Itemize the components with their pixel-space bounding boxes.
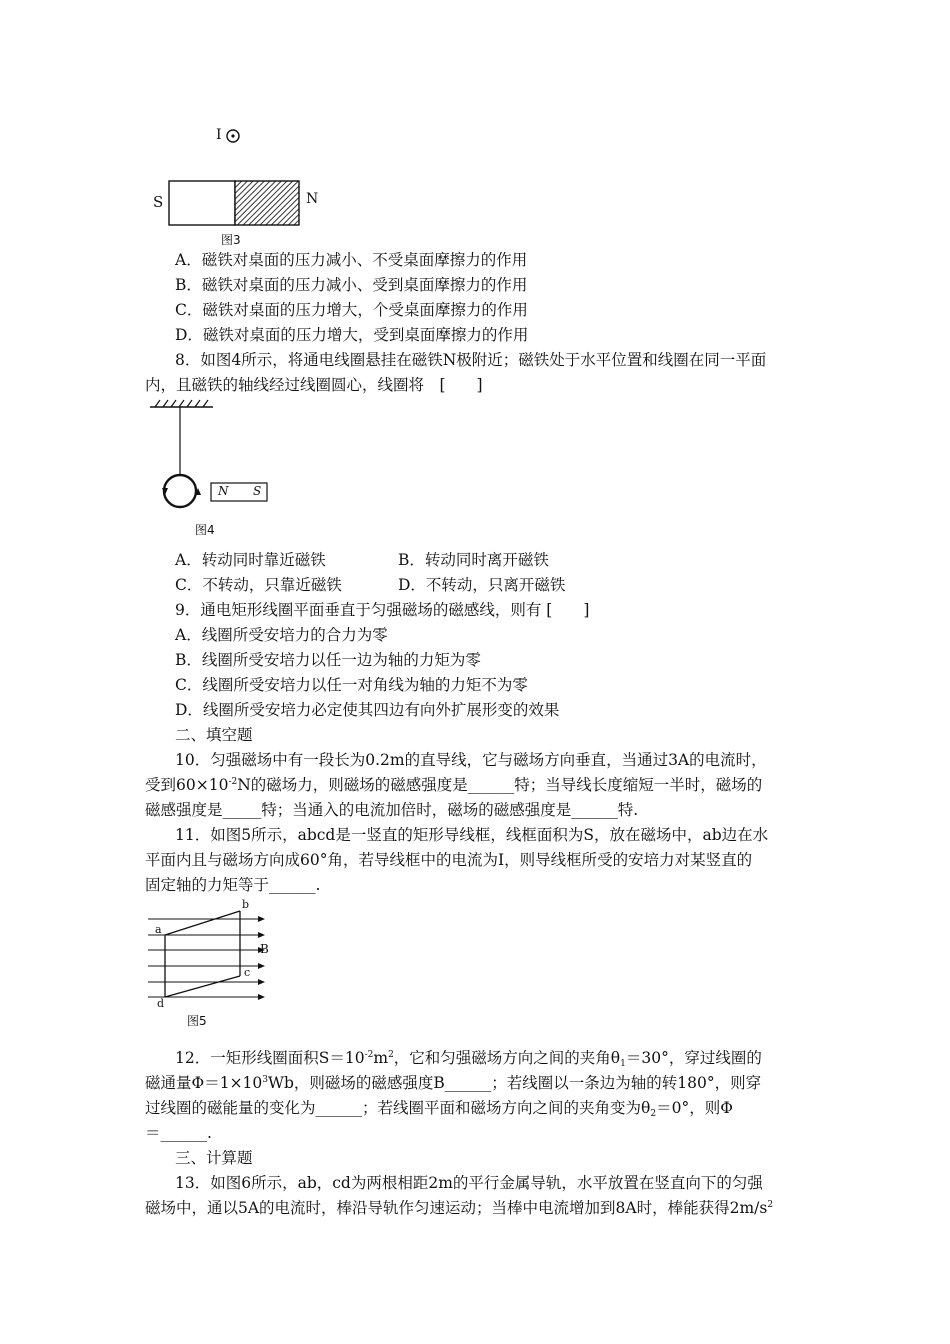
q9-option-c: C．线圈所受安培力以任一对角线为轴的力矩不为零 xyxy=(175,676,528,694)
q9-stem: 9．通电矩形线圈平面垂直于匀强磁场的磁感线，则有 [ ] xyxy=(175,601,590,619)
q12-theta-subscript-1: 1 xyxy=(620,1059,626,1069)
q12-unit-exponent: 2 xyxy=(388,1050,394,1060)
current-label: I xyxy=(216,127,222,143)
q9-option-d: D．线圈所受安培力必定使其四边有向外扩展形变的效果 xyxy=(175,701,560,719)
q11-line-3: 固定轴的力矩等于______. xyxy=(145,876,321,894)
q13-unit-exponent: 2 xyxy=(767,1200,774,1210)
magnet-pole-n-label: N xyxy=(306,191,319,207)
q10-line-2-text-a: 受到60×10 xyxy=(145,776,229,794)
q10-line-2 xyxy=(145,773,810,797)
figure-3 xyxy=(150,125,330,250)
figure-5 xyxy=(145,896,280,1031)
q8-options-row-1 xyxy=(175,548,810,572)
q12-line-1-text-b: m xyxy=(373,1049,389,1067)
rectangular-loop-abcd xyxy=(165,911,240,997)
q12-line-3 xyxy=(145,1096,810,1120)
q11-line-2: 平面内且与磁场方向成60°角，若导线框中的电流为I，则导线框所受的安培力对某竖直的 xyxy=(145,851,753,869)
q12-line-2 xyxy=(145,1071,810,1095)
q10-line-3: 磁感强度是_____特；当通入的电流加倍时，磁场的磁感强度是______特. xyxy=(145,801,639,819)
figure-4-caption: 图4 xyxy=(195,523,215,537)
q12-area-exponent: -2 xyxy=(364,1050,374,1060)
q12-line-1-text-c: ，它和匀强磁场方向之间的夹角θ xyxy=(393,1049,621,1067)
q12-line-1 xyxy=(175,1046,810,1070)
q12-flux-exponent: 3 xyxy=(262,1075,269,1085)
q9-option-b: B．线圈所受安培力以任一边为轴的力矩为零 xyxy=(175,651,481,669)
q8-option-c: C．不转动，只靠近磁铁 xyxy=(175,576,342,594)
figure-4 xyxy=(145,396,285,541)
vertex-c-label: c xyxy=(244,966,251,979)
figure-5-drawing xyxy=(145,896,280,1031)
q8-stem-line-2: 内，且磁铁的轴线经过线圈圆心，线圈将 [ ] xyxy=(145,376,483,394)
q8-stem-line-1: 8．如图4所示，将通电线圈悬挂在磁铁N极附近；磁铁处于水平位置和线圈在同一平面 xyxy=(175,351,767,369)
figure-5-caption: 图5 xyxy=(187,1014,207,1028)
q12-line-1-text-a: 12．一矩形线圈面积S＝10 xyxy=(175,1049,365,1067)
q7-option-a: A．磁铁对桌面的压力减小、不受桌面摩擦力的作用 xyxy=(175,251,528,269)
figure-3-caption: 图3 xyxy=(221,233,241,247)
q10-line-2-exponent: -2 xyxy=(228,777,238,787)
q9-option-a: A．线圈所受安培力的合力为零 xyxy=(175,626,388,644)
field-b-label: B xyxy=(260,942,269,956)
magnet-s-label: S xyxy=(253,484,262,498)
vertex-a-label: a xyxy=(155,923,162,936)
q8-options-row-2 xyxy=(175,573,810,597)
section-fill-in-heading: 二、填空题 xyxy=(175,726,253,744)
q12-line-1-text-d: ＝30°，穿过线圈的 xyxy=(625,1049,762,1067)
q11-line-1: 11．如图5所示，abcd是一竖直的矩形导线框，线框面积为S，放在磁场中，ab边在水 xyxy=(175,826,769,844)
current-loop xyxy=(164,475,196,507)
q13-line-2-text: 磁场中，通以5A的电流时，棒沿导轨作匀速运动；当棒中电流增加到8A时，棒能获得2m/s xyxy=(145,1199,768,1217)
q12-theta-subscript-2: 2 xyxy=(650,1109,657,1119)
q10-line-1: 10．匀强磁场中有一段长为0.2m的直导线，它与磁场方向垂直，当通过3A的电流时， xyxy=(175,751,767,769)
section-calculation-heading: 三、计算题 xyxy=(175,1149,253,1167)
magnet-north-half xyxy=(235,181,299,225)
q12-line-3-text-a: 过线圈的磁能量的变化为______；若线圈平面和磁场方向之间的夹角变为θ xyxy=(145,1099,651,1117)
q12-line-2-text-a: 磁通量Φ＝1×10 xyxy=(145,1074,263,1092)
vertex-d-label: d xyxy=(157,997,165,1010)
q12-line-2-text-b: Wb，则磁场的磁感强度B______；若线圈以一条边为轴的转180°，则穿 xyxy=(268,1074,762,1092)
q8-option-d: D．不转动，只离开磁铁 xyxy=(398,576,566,594)
q12-line-3-text-b: ＝0°，则Φ xyxy=(656,1099,733,1117)
q12-line-4: ＝______. xyxy=(145,1124,212,1142)
figure-4-drawing xyxy=(145,396,285,541)
q8-option-b: B．转动同时离开磁铁 xyxy=(398,551,549,569)
magnet-n-label: N xyxy=(218,484,229,498)
magnet-pole-s-label: S xyxy=(153,193,164,211)
magnet-south-half xyxy=(169,181,235,225)
q10-line-2-text-b: N的磁场力，则磁场的磁感强度是______特；当导线长度缩短一半时，磁场的 xyxy=(237,776,763,794)
q13-line-2 xyxy=(145,1196,810,1220)
q7-option-d: D．磁铁对桌面的压力增大，受到桌面摩擦力的作用 xyxy=(175,326,529,344)
q7-option-c: C．磁铁对桌面的压力增大，个受桌面摩擦力的作用 xyxy=(175,301,528,319)
vertex-b-label: b xyxy=(242,898,250,911)
q13-line-1: 13．如图6所示，ab，cd为两根相距2m的平行金属导轨，水平放置在竖直向下的匀强 xyxy=(175,1174,763,1192)
q8-option-a: A．转动同时靠近磁铁 xyxy=(175,551,326,569)
q7-option-b: B．磁铁对桌面的压力减小、受到桌面摩擦力的作用 xyxy=(175,276,528,294)
